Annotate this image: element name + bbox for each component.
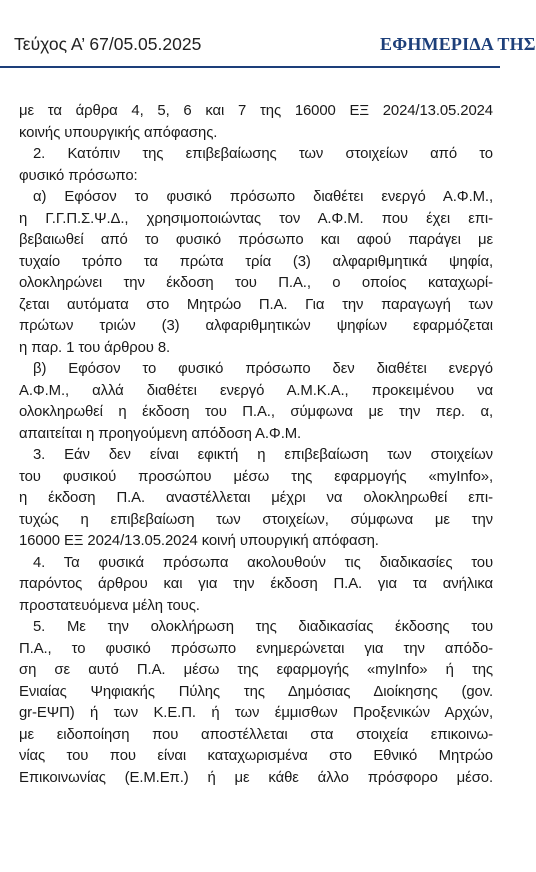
text-line: απαιτείται η προηγούμενη απόδοση Α.Φ.Μ. [19, 425, 302, 442]
text-line: νίας του που είναι καταχωρισμένα στο Εθνικό Μητρώο [19, 748, 493, 764]
text-line: gr-ΕΨΠ) ή των Κ.Ε.Π. ή των έμμισθων Προξενικών Αρχών, [19, 705, 493, 721]
text-line: Ενιαίας Ψηφιακής Πύλης της Δημόσιας Διοίκησης (gov. [19, 683, 493, 700]
text-line: Π.Α., το φυσικό πρόσωπο ενημερώνεται για την απόδο- [19, 640, 493, 657]
text-line: προστατευόμενα μέλη τους. [19, 597, 200, 614]
text-line: τυχώς η επιβεβαίωση των στοιχείων, σύμφωνα με την [19, 511, 493, 528]
article-text [19, 101, 493, 789]
gazette-title: ΕΦΗΜΕΡΙΔΑ ΤΗΣ [380, 34, 536, 54]
text-line: του φυσικού προσώπου μέσω της εφαρμογής «myInfo», [19, 468, 493, 485]
text-line: η Γ.Γ.Π.Σ.Ψ.Δ., χρησιμοποιώντας τον Α.Φ.Μ. που έχει επι- [19, 210, 493, 227]
text-line: βεβαιωθεί από το φυσικό πρόσωπο και αφού παράγει με [19, 232, 493, 248]
text-line: 4. Τα φυσικά πρόσωπα ακολουθούν τις διαδικασίες του [33, 554, 493, 571]
text-line: με τα άρθρα 4, 5, 6 και 7 της 16000 ΕΞ 2024/13.05.2024 [19, 103, 493, 119]
issue-reference: Τεύχος Α’ 67/05.05.2025 [14, 34, 202, 54]
text-line: η παρ. 1 του άρθρου 8. [19, 339, 171, 356]
text-line: ση σε αυτό Π.Α. μέσω της εφαρμογής «myInfo» ή της [19, 662, 493, 678]
text-line: 16000 ΕΞ 2024/13.05.2024 κοινή υπουργική απόφαση. [19, 533, 379, 549]
text-line: ζεται αυτόματα στο Μητρώο Π.Α. Για την παραγωγή των [19, 296, 493, 313]
header-divider [0, 66, 500, 68]
text-line: 3. Εάν δεν είναι εφικτή η επιβεβαίωση των στοιχείων [33, 447, 493, 463]
text-line: α) Εφόσον το φυσικό πρόσωπο διαθέτει ενεργό Α.Φ.Μ., [33, 189, 493, 205]
text-line: φυσικό πρόσωπο: [19, 167, 138, 184]
text-line: ολοκληρωθεί η έκδοση του Π.Α., σύμφωνα με την περ. α, [19, 404, 493, 420]
text-line: πρώτων τριών (3) αλφαριθμητικών ψηφίων εφαρμόζεται [19, 318, 493, 334]
page-header [0, 0, 536, 64]
text-line: Επικοινωνίας (Ε.Μ.Επ.) ή με κάθε άλλο πρόσφορο μέσο. [19, 769, 493, 786]
text-line: τυχαίο τρόπο τα πρώτα τρία (3) αλφαριθμητικά ψηφία, [19, 253, 493, 270]
text-line: Α.Φ.Μ., αλλά διαθέτει ενεργό Α.Μ.Κ.Α., προκειμένου να [19, 382, 493, 399]
text-line: 5. Με την ολοκλήρωση της διαδικασίας έκδοσης του [33, 619, 493, 635]
text-line: παρόντος άρθρου και για την έκδοση Π.Α. για τα ανήλικα [19, 576, 493, 592]
text-line: κοινής υπουργικής απόφασης. [19, 124, 218, 141]
text-line: με ειδοποίηση που αποστέλλεται στα στοιχεία επικοινω- [19, 726, 493, 743]
text-line: ολοκληρώνει την έκδοση του Π.Α., ο οποίος καταχωρί- [19, 275, 493, 291]
text-line: 2. Κατόπιν της επιβεβαίωσης των στοιχείων από το [33, 146, 493, 162]
text-line: η έκδοση Π.Α. αναστέλλεται μέχρι να ολοκληρωθεί επι- [19, 490, 493, 506]
text-line: β) Εφόσον το φυσικό πρόσωπο δεν διαθέτει ενεργό [33, 361, 493, 377]
